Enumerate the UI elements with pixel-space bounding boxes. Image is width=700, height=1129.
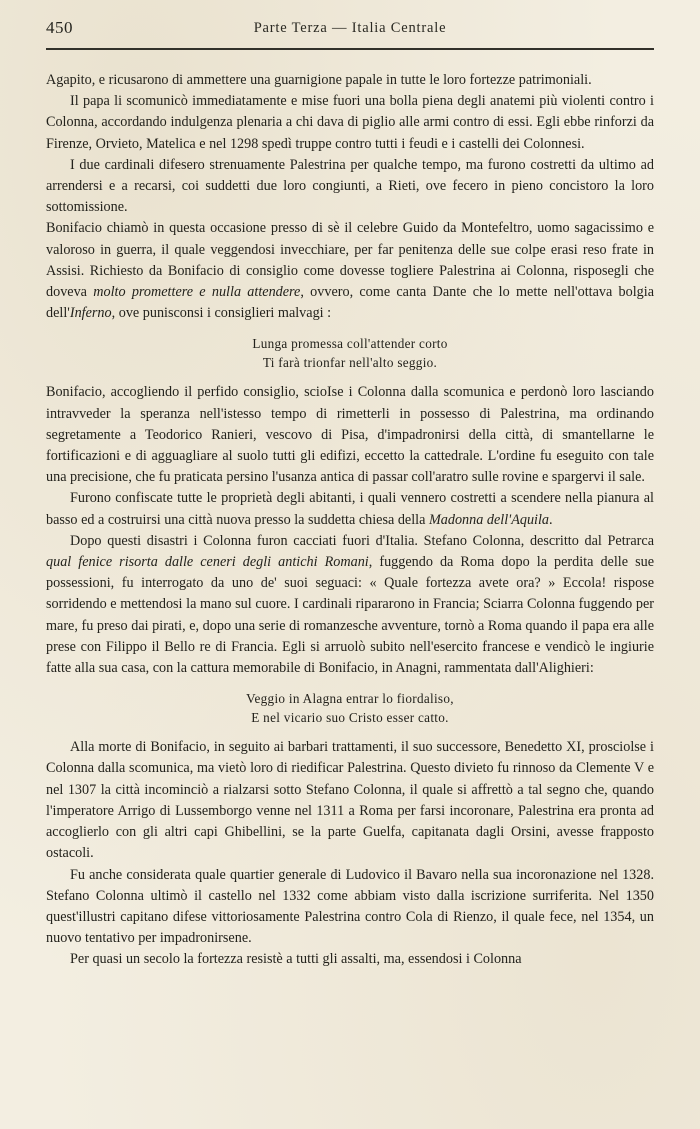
verse-line: Veggio in Alagna entrar lo fiordaliso, xyxy=(246,691,454,707)
page-number: 450 xyxy=(46,18,73,37)
page-header xyxy=(46,18,654,44)
paragraph: Fu anche considerata quale quartier generale di Ludovico il Bavaro nella sua incoronazione nel 1328. Stefano Colonna ultimò il castello nel 1332 come abbiam visto dalla iscrizione surriferita. Nel 1350 quest'illustri capitano difese vittoriosamente Palestrina contro Cola di Rienzo, il quale fece, nel 1354, un nuovo tentativo per impadronirsene. xyxy=(46,866,654,947)
paragraph: Furono confiscate tutte le proprietà degli abitanti, i quali vennero costretti a scendere nella pianura al basso ed a costruirsi una città nuova presso la suddetta chiesa della Madonna dell'Aquila. xyxy=(46,490,654,528)
verse-block-alighieri xyxy=(46,689,654,727)
running-title: Parte Terza — Italia Centrale xyxy=(253,20,447,36)
verse-block-dante-inferno xyxy=(46,334,654,372)
verse-line: Ti farà trionfar nell'alto seggio. xyxy=(262,355,438,371)
paragraph: I due cardinali difesero strenuamente Palestrina per qualche tempo, ma furono costretti da ultimo ad arrendersi e a recarsi, coi suddetti due loro congiunti, a Rieti, ove fecero in pieno concistoro la loro sottomissione. xyxy=(46,156,654,216)
paragraph: Per quasi un secolo la fortezza resistè a tutti gli assalti, ma, essendosi i Colonna xyxy=(70,951,522,968)
verse-line: E nel vicario suo Cristo esser catto. xyxy=(251,710,449,726)
header-rule xyxy=(46,48,654,50)
paragraph: Dopo questi disastri i Colonna furon cacciati fuori d'Italia. Stefano Colonna, descritto dal Petrarca qual fenice risorta dalle ceneri degli antichi Romani, fuggendo da Roma dopo la perdita delle sue possessioni, fu interrogato da uno de' suoi seguaci: « Quale fortezza avete ora? » Eccola! rispose sorridendo e mettendosi la mano sul cuore. I cardinali ripararono in Francia; Sciarra Colonna fuggendo per mare, fu preso dai pirati, e, dopo una serie di romanzesche avventure, tornò a Roma quando il papa era alle prese con Filippo il Bello re di Francia. Egli si arruolò subito nell'esercito francese e vendicò le ingiurie fatte alla sua casa, con la cattura memorabile di Bonifacio, in Anagni, rammentata dall'Alighieri: xyxy=(46,532,654,677)
paragraph: Agapito, e ricusarono di ammettere una guarnigione papale in tutte le loro fortezze patrimoniali. xyxy=(46,72,592,88)
paragraph: Il papa li scomunicò immediatamente e mise fuori una bolla piena degli anatemi più violenti contro i Colonna, accordando indulgenza plenaria a chi dava di piglio alle armi contro di essi. Egli ebbe rinforzi da Firenze, Orvieto, Matelica e nel 1298 spedì truppe contro tutti i feudi e i castelli dei Colonnesi. xyxy=(46,93,654,152)
body-text xyxy=(46,70,654,971)
paragraph: Alla morte di Bonifacio, in seguito ai barbari trattamenti, il suo successore, Benedetto XI, prosciolse i Colonna dalla scomunica, ma vietò loro di riedificar Palestrina. Questo divieto fu rinnoso da Clemente V e nel 1307 la città incominciò a rialzarsi sotto Stefano Colonna, il quale si affrettò a tal segno che, quando l'imperatore Arrigo di Lussemborgo venne nel 1311 a Roma per farsi incoronare, Palestrina era pronta ad accoglierlo con gli altri capi Ghibellini, se la parte Guelfa, capitanata dagli Orsini, avesse frapposto ostacoli. xyxy=(46,739,654,862)
paragraph: Bonifacio chiamò in questa occasione presso di sè il celebre Guido da Montefeltro, uomo sagacissimo e valoroso in guerra, il quale veggendosi invecchiare, per far penitenza delle sue colpe erasi reso frate in Assisi. Richiesto da Bonifacio di consiglio come dovesse togliere Palestrina ai Colonna, risposegli che doveva molto promettere e nulla attendere, ovvero, come canta Dante che lo mette nell'ottava bolgia dell'Inferno, ove punisconsi i consiglieri malvagi : xyxy=(46,220,654,322)
paragraph: Bonifacio, accogliendo il perfido consiglio, scioIse i Colonna dalla scomunica e perdonò loro lasciando intravveder la speranza nell'istesso tempo di rimetterli in possesso di Palestrina, ma ordinando segretamente a Teodorico Ranieri, vescovo di Pisa, d'impadronirsi della città, di smantellarne le fortificazioni e di agguagliare al suolo tutti gli edifizi, eccetto la cattedrale. L'ordine fu eseguito con tale una precisione, che fu praticata persino l'usanza antica di passar coll'aratro sulle rovine e spargervi il sale. xyxy=(46,384,654,486)
verse-line: Lunga promessa coll'attender corto xyxy=(252,336,448,352)
